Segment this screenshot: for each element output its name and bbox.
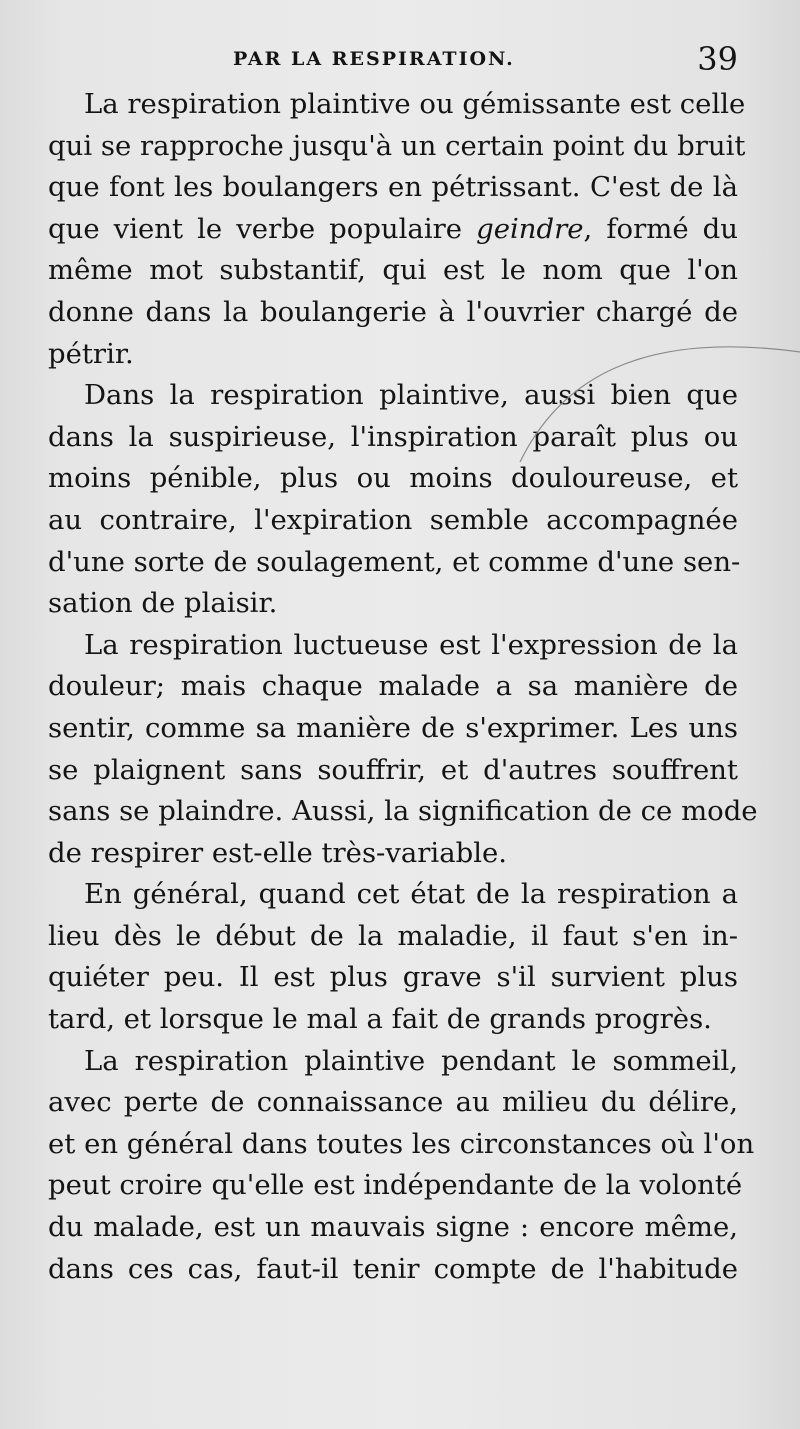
text-line: sentir, comme sa manière de s'exprimer. Les uns (48, 711, 738, 744)
text-line: même mot substantif, qui est le nom que l'on (48, 254, 738, 287)
paragraph (48, 375, 741, 625)
text-line: Dans la respiration plaintive, aussi bien que (84, 379, 738, 412)
text-line: d'une sorte de soulagement, et comme d'une sen- (48, 545, 741, 578)
text-line: de respirer est-elle très-variable. (48, 836, 508, 869)
page-number: 39 (697, 40, 738, 78)
text-line: donne dans la boulangerie à l'ouvrier chargé de (48, 295, 738, 328)
text-line: que font les boulangers en pétrissant. C'est de là (48, 171, 738, 204)
text-line: dans ces cas, faut-il tenir compte de l'habitude (48, 1252, 738, 1285)
text-span: , formé du (583, 212, 738, 245)
text-line: moins pénible, plus ou moins douloureuse, et (48, 462, 738, 495)
paragraph (48, 625, 758, 875)
paragraph (48, 84, 746, 375)
text-span: que vient le verbe populaire (48, 212, 477, 245)
paragraph (48, 874, 738, 1040)
text-line: peut croire qu'elle est indépendante de la volonté (48, 1169, 743, 1202)
text-line: pétrir. (48, 337, 134, 370)
text-line: En général, quand cet état de la respiration a (84, 878, 738, 911)
text-line: se plaignent sans souffrir, et d'autres souffrent (48, 753, 738, 786)
paragraph (48, 1041, 755, 1291)
text-line: avec perte de connaissance au milieu du délire, (48, 1086, 738, 1119)
text-line (48, 209, 738, 251)
text-line: La respiration plaintive ou gémissante est celle (84, 88, 746, 120)
text-line: douleur; mais chaque malade a sa manière de (48, 670, 738, 703)
text-line: au contraire, l'expiration semble accompagnée (48, 503, 738, 536)
text-line: tard, et lorsque le mal a fait de grands progrès. (48, 1003, 712, 1036)
text-line: La respiration plaintive pendant le sommeil, (84, 1044, 738, 1077)
body-text (48, 84, 758, 1290)
italic-term: geindre (476, 212, 584, 245)
text-line: sation de plaisir. (48, 587, 278, 620)
text-line: lieu dès le début de la maladie, il faut s'en in- (48, 919, 738, 952)
text-line: du malade, est un mauvais signe : encore même, (48, 1211, 738, 1244)
text-line: qui se rapproche jusqu'à un certain point du bruit (48, 129, 746, 162)
running-head (48, 42, 738, 86)
text-line: sans se plaindre. Aussi, la signification de ce mode (48, 795, 758, 828)
text-line: La respiration luctueuse est l'expression de la (84, 628, 738, 661)
text-line: dans la suspirieuse, l'inspiration paraît plus ou (48, 420, 738, 453)
text-line: et en général dans toutes les circonstances où l'on (48, 1127, 755, 1160)
text-line: quiéter peu. Il est plus grave s'il survient plus (48, 961, 738, 994)
running-title: PAR LA RESPIRATION. (233, 48, 515, 70)
